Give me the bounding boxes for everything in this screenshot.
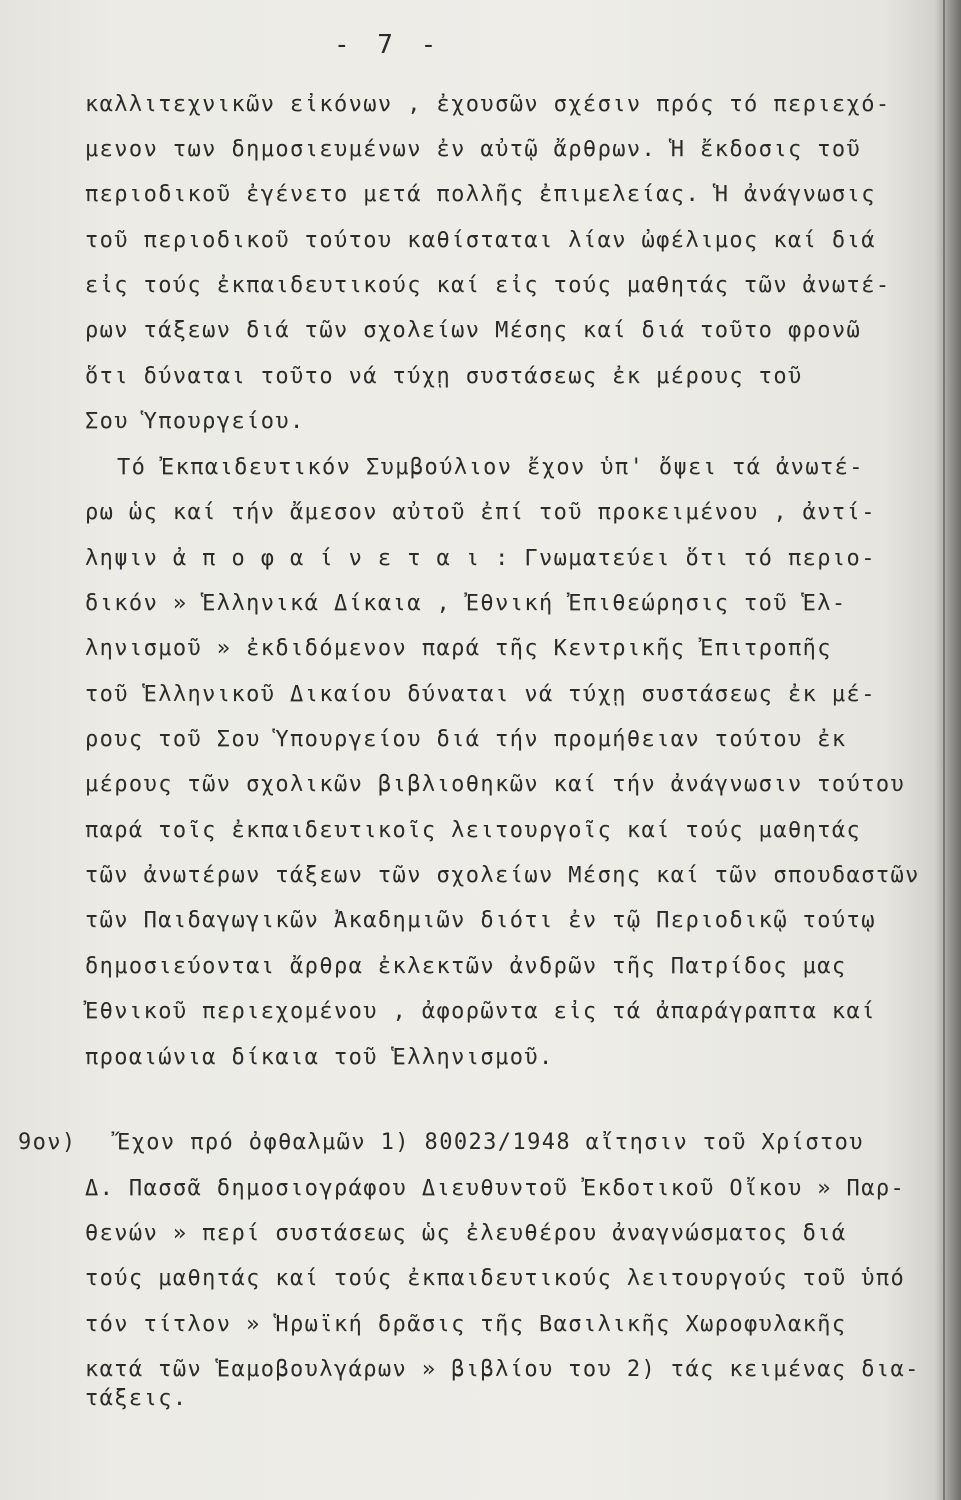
text-line: περιοδικοῦ ἐγένετο μετά πολλῆς ἐπιμελείας. Ἡ ἀνάγνωσις: [85, 182, 876, 207]
text-line: Ἐθνικοῦ περιεχομένου , ἀφορῶντα εἰς τά ἀπαράγραπτα καί: [85, 999, 876, 1024]
text-line: θενών » περί συστάσεως ὡς ἐλευθέρου ἀναγνώσματος διά: [85, 1221, 847, 1246]
text-line: δικόν » Ἑλληνικά Δίκαια , Ἐθνική Ἐπιθεώρησις τοῦ Ἑλ-: [85, 591, 847, 616]
page-number: - 7 -: [334, 30, 443, 60]
item-number-label: 9ον): [18, 1130, 77, 1155]
text-line: τούς μαθητάς καί τούς ἐκπαιδευτικούς λειτουργούς τοῦ ὑπό: [85, 1266, 906, 1291]
text-line: παρά τοῖς ἐκπαιδευτικοῖς λειτουργοῖς καί τούς μαθητάς: [85, 818, 862, 843]
text-line: ρους τοῦ Σου Ὑπουργείου διά τήν προμήθειαν τούτου ἐκ: [85, 727, 847, 752]
text-line: Τό Ἐκπαιδευτικόν Συμβούλιον ἔχον ὑπ' ὄψει τά ἀνωτέ-: [117, 455, 864, 480]
text-line: τάξεις.: [85, 1386, 188, 1411]
text-line: προαιώνια δίκαια τοῦ Ἑλληνισμοῦ.: [85, 1045, 554, 1070]
text-line: Δ. Πασσᾶ δημοσιογράφου Διευθυντοῦ Ἐκδοτικοῦ Οἴκου » Παρ-: [85, 1176, 906, 1201]
text-line: μέρους τῶν σχολικῶν βιβλιοθηκῶν καί τήν ἀνάγνωσιν τούτου: [85, 772, 906, 797]
text-line: τόν τίτλον » Ἡρωϊκή δρᾶσις τῆς Βασιλικῆς Χωροφυλακῆς: [85, 1312, 847, 1337]
text-line: ληψιν ἀ π ο φ α ί ν ε τ α ι : Γνωματεύει ὅτι τό περιο-: [85, 546, 876, 571]
text-line: μενον των δημοσιευμένων ἐν αὐτῷ ἄρθρων. Ἡ ἔκδοσις τοῦ: [85, 137, 862, 162]
text-line: ὅτι δύναται τοῦτο νά τύχῃ συστάσεως ἐκ μέρους τοῦ: [85, 364, 803, 389]
text-line: Ἔχον πρό ὀφθαλμῶν 1) 80023/1948 αἴτησιν τοῦ Χρίστου: [117, 1130, 864, 1155]
text-line: ρω ὡς καί τήν ἄμεσον αὐτοῦ ἐπί τοῦ προκειμένου , ἀντί-: [85, 500, 876, 525]
text-line: τοῦ Ἑλληνικοῦ Δικαίου δύναται νά τύχῃ συστάσεως ἐκ μέ-: [85, 682, 876, 707]
text-line: τῶν ἀνωτέρων τάξεων τῶν σχολείων Μέσης καί τῶν σπουδαστῶν: [85, 863, 920, 888]
text-line: ληνισμοῦ » ἐκδιδόμενον παρά τῆς Κεντρικῆς Ἐπιτροπῆς: [85, 636, 832, 661]
page-edge-line: [943, 0, 945, 1500]
text-line: καλλιτεχνικῶν εἰκόνων , ἐχουσῶν σχέσιν πρός τό περιεχό-: [85, 92, 891, 117]
text-line: εἰς τούς ἐκπαιδευτικούς καί εἰς τούς μαθητάς τῶν ἀνωτέ-: [85, 273, 891, 298]
page-edge-shadow: [935, 0, 961, 1500]
text-line: ρων τάξεων διά τῶν σχολείων Μέσης καί διά τοῦτο φρονῶ: [85, 318, 862, 343]
text-line: Σου Ὑπουργείου.: [85, 409, 305, 434]
text-line: τοῦ περιοδικοῦ τούτου καθίσταται λίαν ὠφέλιμος καί διά: [85, 228, 876, 253]
text-line: κατά τῶν Ἑαμοβουλγάρων » βιβλίου του 2) τάς κειμένας δια-: [85, 1357, 920, 1382]
text-line: τῶν Παιδαγωγικῶν Ἀκαδημιῶν διότι ἐν τῷ Περιοδικῷ τούτῳ: [85, 908, 876, 933]
text-line: δημοσιεύονται ἄρθρα ἐκλεκτῶν ἀνδρῶν τῆς Πατρίδος μας: [85, 954, 847, 979]
